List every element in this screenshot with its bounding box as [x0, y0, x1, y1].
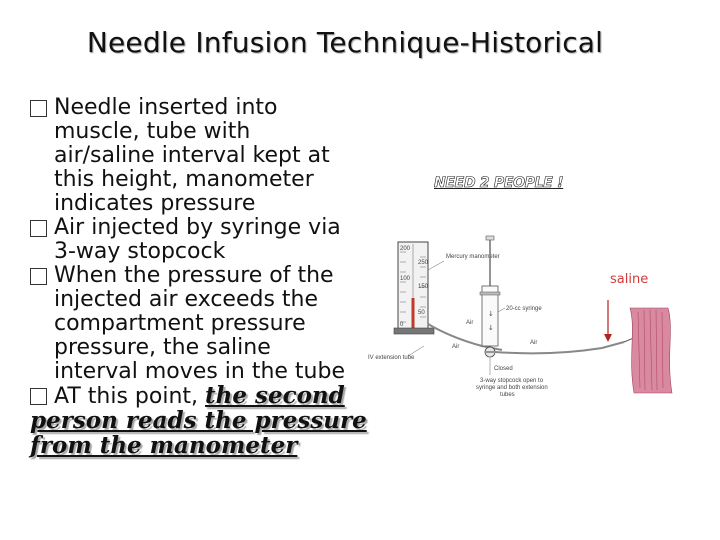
bullet-line: indicates pressure	[54, 191, 256, 216]
scale-left-top: 200	[400, 246, 411, 252]
bullet-line: compartment pressure	[54, 311, 306, 336]
bullet-line: interval moves in the tube	[54, 359, 345, 384]
emphasis-text: the second	[205, 382, 345, 409]
bullet-line: Needle inserted into	[54, 95, 278, 120]
slide-title: Needle Infusion Technique-Historical	[86, 26, 604, 59]
bullet-line	[30, 409, 396, 434]
scale-left-bottom: 0	[400, 322, 404, 328]
closed-label: Closed	[494, 366, 513, 372]
three-way-stopcock	[485, 347, 495, 357]
bullet-box-icon	[30, 220, 47, 237]
bullet-line: 3-way stopcock	[54, 239, 226, 264]
muscle-tissue	[630, 308, 672, 393]
svg-text:↓: ↓	[488, 324, 494, 332]
need-two-people-note: NEED 2 PEOPLE !	[434, 175, 564, 191]
bullet-box-icon	[30, 100, 47, 117]
scale-left-mid: 100	[400, 276, 411, 282]
bullet-line: When the pressure of the	[54, 263, 334, 288]
stopcock-label-line1: 3-way stopcock open to	[480, 378, 544, 384]
bullet-item	[30, 96, 420, 216]
scale-right-top: 250	[418, 260, 429, 266]
saline-label: saline	[610, 272, 649, 287]
air-left-label: Air	[452, 344, 460, 350]
needle-infusion-diagram	[362, 228, 696, 418]
syringe-label: 20-cc syringe	[506, 306, 542, 312]
scale-right-mid: 150	[418, 284, 429, 290]
scale-right-bottom: 50	[418, 310, 425, 316]
svg-text:↓: ↓	[488, 310, 494, 318]
bullet-box-icon	[30, 268, 47, 285]
extension-tube-label: IV extension tube	[368, 355, 415, 361]
air-right-label: Air	[530, 340, 538, 346]
bullet-lead-text: AT this point,	[54, 384, 206, 409]
bullet-line: injected air exceeds the	[54, 287, 319, 312]
mercury-manometer	[394, 242, 434, 334]
bullet-box-icon	[30, 388, 47, 405]
bullet-line: pressure, the saline	[54, 335, 271, 360]
bullet-line: muscle, tube with	[54, 119, 251, 144]
emphasis-text: from the manometer	[30, 432, 298, 459]
air-syringe-label: Air	[466, 320, 474, 326]
stopcock-label-line2: syringe and both extension	[476, 385, 548, 391]
bullet-line	[30, 434, 396, 459]
bullet-line: air/saline interval kept at	[54, 143, 330, 168]
emphasis-text: person reads the pressure	[30, 407, 367, 434]
stopcock-label-line3: tubes	[500, 392, 515, 398]
bullet-line: this height, manometer	[54, 167, 314, 192]
mercury-manometer-label: Mercury manometer	[446, 254, 500, 260]
bullet-line: Air injected by syringe via	[54, 215, 341, 240]
